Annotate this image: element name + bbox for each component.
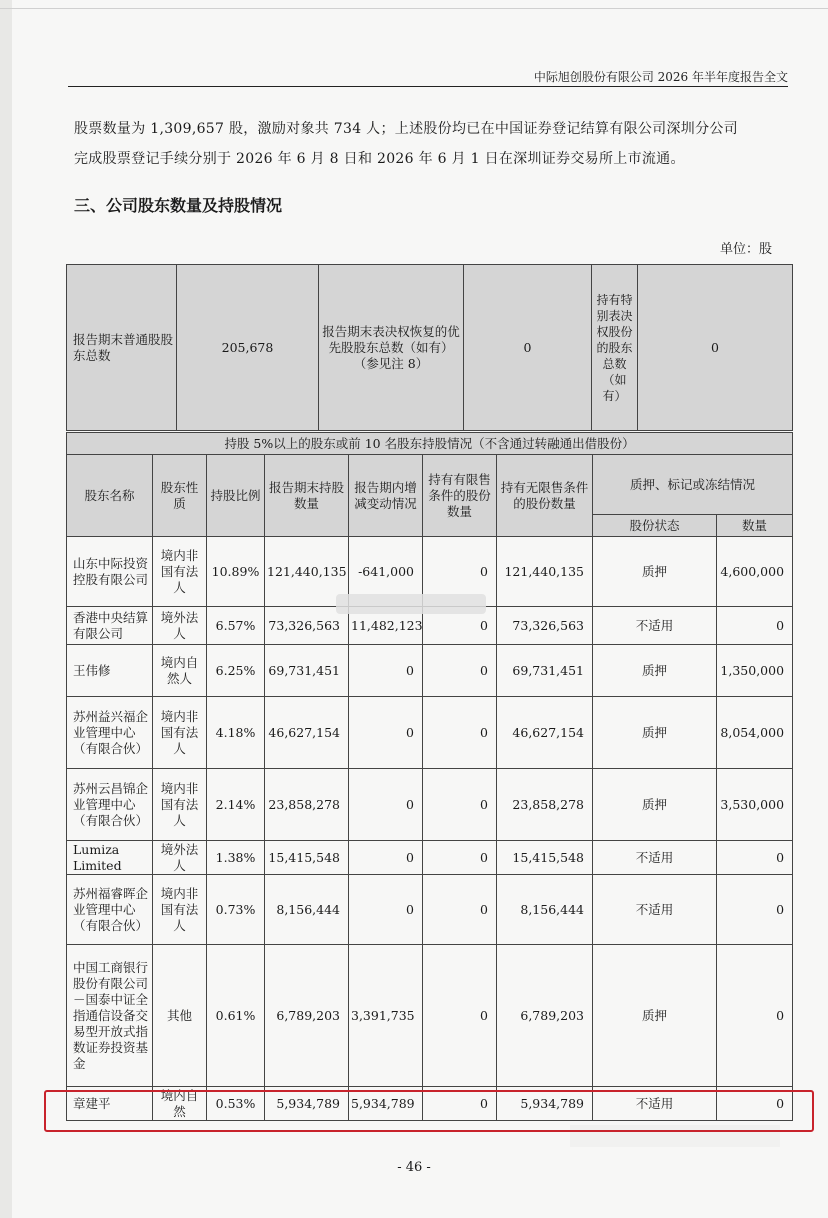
header-divider bbox=[68, 86, 788, 87]
section-title: 三、公司股东数量及持股情况 bbox=[74, 196, 283, 215]
cell-unrestricted: 6,789,203 bbox=[497, 945, 593, 1087]
header-end-qty: 报告期末持股数量 bbox=[265, 455, 349, 537]
cell-status: 质押 bbox=[593, 645, 717, 697]
cell-end-qty: 15,415,548 bbox=[265, 841, 349, 875]
cell-status: 质押 bbox=[593, 697, 717, 769]
cell-name: 中国工商银行股份有限公司－国泰中证全指通信设备交易型开放式指数证券投资基金 bbox=[67, 945, 153, 1087]
cell-change: 0 bbox=[349, 841, 423, 875]
cell-status: 质押 bbox=[593, 769, 717, 841]
header-unrestricted: 持有无限售条件的股份数量 bbox=[497, 455, 593, 537]
cell-restricted: 0 bbox=[423, 1087, 497, 1121]
summary-label-special: 持有特别表决权股份的股东总数（如有） bbox=[592, 265, 638, 431]
summary-value-common: 205,678 bbox=[177, 265, 319, 431]
cell-nature: 境内自然人 bbox=[153, 645, 207, 697]
blurred-watermark bbox=[336, 594, 486, 614]
cell-unrestricted: 69,731,451 bbox=[497, 645, 593, 697]
header-restricted: 持有有限售条件的股份数量 bbox=[423, 455, 497, 537]
cell-change: 5,934,789 bbox=[349, 1087, 423, 1121]
header-status: 股份状态 bbox=[593, 515, 717, 537]
cell-name: 章建平 bbox=[67, 1087, 153, 1121]
cell-status: 不适用 bbox=[593, 841, 717, 875]
cell-ratio: 0.73% bbox=[207, 875, 265, 945]
cell-nature: 其他 bbox=[153, 945, 207, 1087]
table-row bbox=[67, 769, 793, 841]
report-header: 中际旭创股份有限公司 2026 年半年度报告全文 bbox=[533, 70, 788, 84]
cell-unrestricted: 73,326,563 bbox=[497, 607, 593, 645]
cell-nature: 境内非国有法人 bbox=[153, 875, 207, 945]
highlight-box bbox=[44, 1090, 814, 1132]
cell-unrestricted: 121,440,135 bbox=[497, 537, 593, 607]
cell-end-qty: 69,731,451 bbox=[265, 645, 349, 697]
cell-count: 0 bbox=[717, 841, 793, 875]
cell-name: 苏州福睿晖企业管理中心（有限合伙） bbox=[67, 875, 153, 945]
cell-nature: 境外法人 bbox=[153, 607, 207, 645]
table-row bbox=[67, 841, 793, 875]
cell-end-qty: 73,326,563 bbox=[265, 607, 349, 645]
header-pledge: 质押、标记或冻结情况 bbox=[593, 455, 793, 515]
cell-name: Lumiza Limited bbox=[67, 841, 153, 875]
shareholder-summary-table bbox=[66, 264, 793, 431]
cell-nature: 境内非国有法人 bbox=[153, 537, 207, 607]
cell-ratio: 10.89% bbox=[207, 537, 265, 607]
table-row bbox=[67, 945, 793, 1087]
summary-label-common: 报告期末普通股股东总数 bbox=[67, 265, 177, 431]
cell-restricted: 0 bbox=[423, 769, 497, 841]
cell-status: 质押 bbox=[593, 537, 717, 607]
summary-value-preferred: 0 bbox=[464, 265, 592, 431]
summary-value-special: 0 bbox=[638, 265, 793, 431]
cell-end-qty: 6,789,203 bbox=[265, 945, 349, 1087]
page-edge-shadow bbox=[0, 0, 12, 1218]
cell-ratio: 1.38% bbox=[207, 841, 265, 875]
cell-restricted: 0 bbox=[423, 875, 497, 945]
cell-restricted: 0 bbox=[423, 607, 497, 645]
cell-name: 苏州云昌锦企业管理中心（有限合伙） bbox=[67, 769, 153, 841]
page-number: - 46 - bbox=[397, 1160, 431, 1175]
header-name: 股东名称 bbox=[67, 455, 153, 537]
cell-status: 质押 bbox=[593, 945, 717, 1087]
cell-name: 王伟修 bbox=[67, 645, 153, 697]
cell-nature: 境外法人 bbox=[153, 841, 207, 875]
cell-ratio: 6.25% bbox=[207, 645, 265, 697]
cell-change: 3,391,735 bbox=[349, 945, 423, 1087]
cell-nature: 境内非国有法人 bbox=[153, 769, 207, 841]
unit-label: 单位：股 bbox=[719, 242, 772, 257]
cell-change: 0 bbox=[349, 875, 423, 945]
table-row bbox=[67, 697, 793, 769]
cell-end-qty: 46,627,154 bbox=[265, 697, 349, 769]
cell-unrestricted: 8,156,444 bbox=[497, 875, 593, 945]
cell-status: 不适用 bbox=[593, 875, 717, 945]
cell-restricted: 0 bbox=[423, 697, 497, 769]
cell-end-qty: 121,440,135 bbox=[265, 537, 349, 607]
cell-unrestricted: 15,415,548 bbox=[497, 841, 593, 875]
cell-status: 不适用 bbox=[593, 1087, 717, 1121]
cell-count: 0 bbox=[717, 1087, 793, 1121]
cell-end-qty: 23,858,278 bbox=[265, 769, 349, 841]
cell-restricted: 0 bbox=[423, 645, 497, 697]
paragraph-line-1: 股票数量为 1,309,657 股，激励对象共 734 人；上述股份均已在中国证券登记结算有限公司深圳分公司 bbox=[74, 121, 738, 137]
cell-restricted: 0 bbox=[423, 841, 497, 875]
cell-ratio: 0.61% bbox=[207, 945, 265, 1087]
top-rule bbox=[0, 8, 828, 9]
header-nature: 股东性质 bbox=[153, 455, 207, 537]
cell-count: 8,054,000 bbox=[717, 697, 793, 769]
cell-name: 苏州益兴福企业管理中心（有限合伙） bbox=[67, 697, 153, 769]
cell-ratio: 2.14% bbox=[207, 769, 265, 841]
header-count: 数量 bbox=[717, 515, 793, 537]
cell-change: 0 bbox=[349, 697, 423, 769]
top-shareholders-table bbox=[66, 432, 793, 1121]
cell-restricted: 0 bbox=[423, 537, 497, 607]
paragraph-line-2: 完成股票登记手续分别于 2026 年 6 月 8 日和 2026 年 6 月 1 日在深圳证券交易所上市流通。 bbox=[74, 151, 685, 167]
cell-ratio: 4.18% bbox=[207, 697, 265, 769]
cell-change: -641,000 bbox=[349, 537, 423, 607]
cell-count: 0 bbox=[717, 945, 793, 1087]
table-caption: 持股 5%以上的股东或前 10 名股东持股情况（不含通过转融通出借股份） bbox=[67, 433, 793, 455]
cell-name: 香港中央结算有限公司 bbox=[67, 607, 153, 645]
cell-status: 不适用 bbox=[593, 607, 717, 645]
cell-ratio: 6.57% bbox=[207, 607, 265, 645]
cell-unrestricted: 23,858,278 bbox=[497, 769, 593, 841]
cell-count: 0 bbox=[717, 875, 793, 945]
cell-change: 11,482,123 bbox=[349, 607, 423, 645]
table-row bbox=[67, 875, 793, 945]
cell-count: 0 bbox=[717, 607, 793, 645]
header-change: 报告期内增减变动情况 bbox=[349, 455, 423, 537]
cell-count: 1,350,000 bbox=[717, 645, 793, 697]
cell-nature: 境内自然 bbox=[153, 1087, 207, 1121]
cell-count: 3,530,000 bbox=[717, 769, 793, 841]
cell-ratio: 0.53% bbox=[207, 1087, 265, 1121]
cell-unrestricted: 5,934,789 bbox=[497, 1087, 593, 1121]
cell-name: 山东中际投资控股有限公司 bbox=[67, 537, 153, 607]
cell-end-qty: 8,156,444 bbox=[265, 875, 349, 945]
cell-count: 4,600,000 bbox=[717, 537, 793, 607]
cell-nature: 境内非国有法人 bbox=[153, 697, 207, 769]
cell-unrestricted: 46,627,154 bbox=[497, 697, 593, 769]
summary-label-preferred: 报告期末表决权恢复的优先股股东总数（如有）（参见注 8） bbox=[319, 265, 464, 431]
cell-change: 0 bbox=[349, 769, 423, 841]
cell-restricted: 0 bbox=[423, 945, 497, 1087]
table-row bbox=[67, 645, 793, 697]
cell-change: 0 bbox=[349, 645, 423, 697]
header-ratio: 持股比例 bbox=[207, 455, 265, 537]
cell-end-qty: 5,934,789 bbox=[265, 1087, 349, 1121]
